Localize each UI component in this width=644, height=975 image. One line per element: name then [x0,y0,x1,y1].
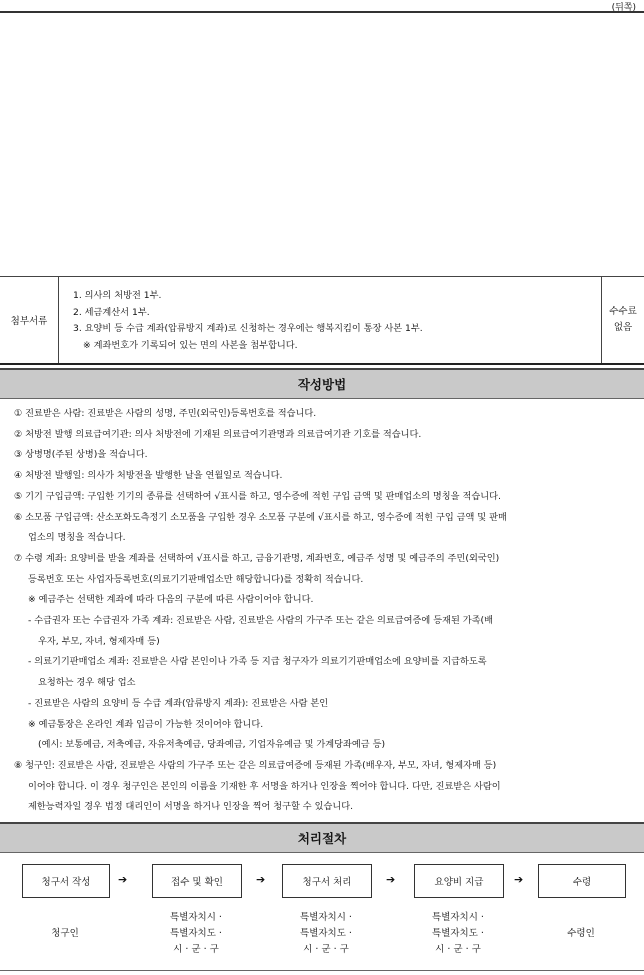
attachments-table [0,276,644,365]
actor-line: 시 · 군 · 구 [173,944,219,955]
page-side-label: (뒤쪽) [611,3,636,13]
instruction-line: ② 처방전 발행 의료급여기관: 의사 처방전에 기재된 의료급여기관명과 의료급여기관 기호를 적습니다. [14,428,422,440]
attachment-note: ※ 계좌번호가 기록되어 있는 면의 사본을 첨부합니다. [83,339,298,351]
actor-line: 청구인 [51,928,79,939]
attachments-list [59,277,601,363]
instruction-line: ⑧ 청구인: 진료받은 사람, 진료받은 사람의 가구주 또는 같은 의료급여증에 등재된 가족(배우자, 부모, 자녀, 형제자매 등) [14,759,497,771]
actor-line: 시 · 군 · 구 [303,944,349,955]
instructions-body [14,404,634,818]
fee-cell [601,277,644,363]
instructions-title: 작성방법 [0,368,644,399]
actor-line: 수령인 [567,928,595,939]
instruction-subitem: - 진료받은 사람의 요양비 등 수급 계좌(압류방지 계좌): 진료받은 사람 본인 [28,697,329,709]
actor-line: 시 · 군 · 구 [435,944,481,955]
attachment-item: 1. 의사의 처방전 1부. [73,290,162,301]
actor-line: 특별자치도 · [300,928,352,939]
arrow-icon: ➔ [256,873,266,886]
actor-local-government [146,910,246,958]
step-claim-processing: 청구서 처리 [282,864,372,898]
attachments-label: 첨부서류 [0,277,59,363]
attachment-item: 3. 요양비 등 수급 계좌(압류방지 계좌)로 신청하는 경우에는 행복지킴이 통장 사본 1부. [73,323,423,334]
instruction-line: 등록번호 또는 사업자등록번호(의료기기판매업소만 해당합니다)를 정확히 적습니다. [28,573,364,585]
instruction-line: ① 진료받은 사람: 진료받은 사람의 성명, 주민(외국인)등록번호를 적습니다. [14,408,317,419]
actor-line: 특별자치시 · [170,912,222,923]
instruction-line: 이어야 합니다. 이 경우 청구인은 본인의 이름을 기재한 후 서명을 하거나 인장을 찍어야 합니다. 다만, 진료받은 사람이 [28,780,501,792]
actor-line: 특별자치시 · [300,912,352,923]
instruction-note: ※ 예금통장은 온라인 계좌 입금이 가능한 것이어야 합니다. [28,718,264,730]
instruction-subitem: 우자, 부모, 자녀, 형제자매 등) [38,635,160,647]
fee-label: 수수료 [609,306,637,317]
instruction-subitem: - 수급권자 또는 수급권자 가족 계좌: 진료받은 사람, 진료받은 사람의 가구주 또는 같은 의료급여증에 등재된 가족(배 [28,615,493,627]
fee-value: 없음 [613,322,633,333]
instruction-example: (예시: 보통예금, 저축예금, 자유저축예금, 당좌예금, 기업자유예금 및 가계당좌예금 등) [38,739,386,751]
actor-line: 특별자치도 · [170,928,222,939]
instruction-subitem: - 의료기기판매업소 계좌: 진료받은 사람 본인이나 가족 등 지급 청구자가 의료기기판매업소에 요양비를 지급하도록 [28,656,487,668]
instruction-line: ③ 상병명(주된 상병)을 적습니다. [14,449,148,461]
step-payment: 요양비 지급 [414,864,504,898]
actor-recipient [538,926,624,942]
arrow-icon: ➔ [514,873,524,886]
arrow-icon: ➔ [386,873,396,886]
instruction-line: ⑥ 소모품 구입금액: 산소포화도측정기 소모품을 구입한 경우 소모품 구분에 √표시를 하고, 영수증에 적힌 구입 금액 및 판매 [14,511,507,523]
actor-local-government [276,910,376,958]
instruction-subitem: 요청하는 경우 해당 업소 [38,677,136,689]
instruction-line: ④ 처방전 발행일: 의사가 처방전을 발행한 날을 연월일로 적습니다. [14,470,283,482]
instruction-line: ⑤ 기기 구입금액: 구입한 기기의 종류를 선택하여 √표시를 하고, 영수증에 적힌 구입 금액 및 판매업소의 명칭을 적습니다. [14,490,501,502]
actor-line: 특별자치도 · [432,928,484,939]
step-receipt-check: 접수 및 확인 [152,864,242,898]
instruction-line: ⑦ 수령 계좌: 요양비를 받을 계좌를 선택하여 √표시를 하고, 금융기관명, 계좌번호, 예금주 성명 및 예금주의 주민(외국인) [14,552,500,564]
step-receive: 수령 [538,864,626,898]
instruction-note: ※ 예금주는 선택한 계좌에 따라 다음의 구분에 따른 사람이어야 합니다. [28,594,314,606]
bottom-divider [0,970,644,971]
arrow-icon: ➔ [118,873,128,886]
instruction-line: 제한능력자일 경우 법정 대리인이 서명을 하거나 인장을 찍어 청구할 수 있습니다. [28,801,354,813]
actor-claimant [22,926,108,942]
actor-line: 특별자치시 · [432,912,484,923]
top-divider [0,11,644,13]
attachment-item: 2. 세금계산서 1부. [73,306,150,318]
actor-local-government [408,910,508,958]
step-claim-writing: 청구서 작성 [22,864,110,898]
instruction-line: 업소의 명칭을 적습니다. [28,532,126,544]
procedure-title: 처리절차 [0,822,644,853]
